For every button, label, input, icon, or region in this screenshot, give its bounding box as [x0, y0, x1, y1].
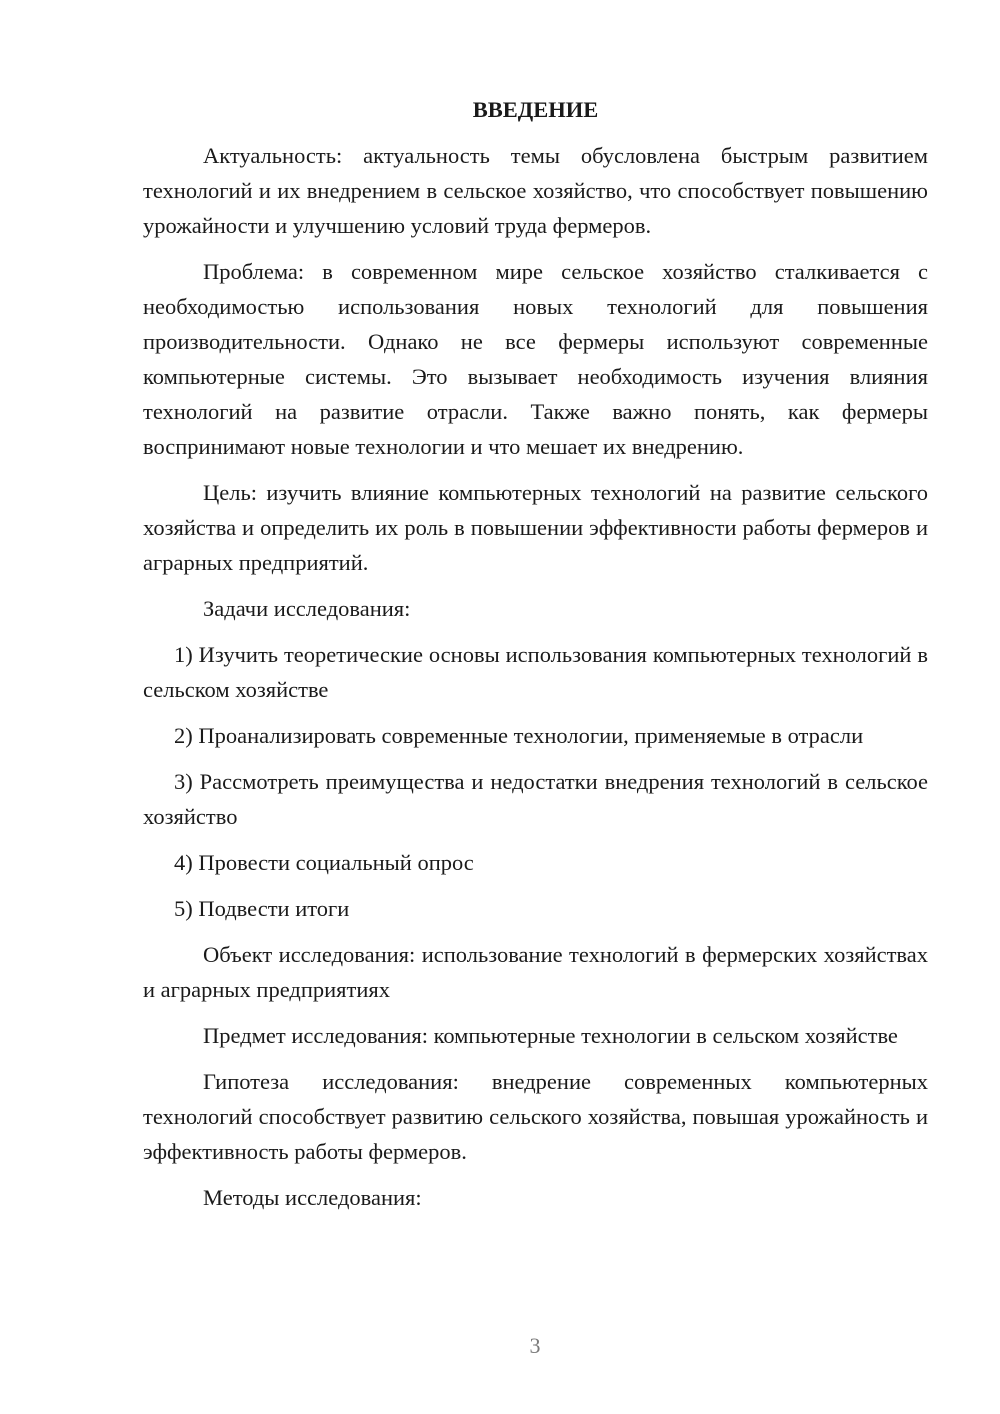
page-content — [143, 92, 928, 1226]
task-item-3: 3) Рассмотреть преимущества и недостатки внедрения технологий в сельское хозяйство — [143, 769, 928, 829]
goal-paragraph: Цель: изучить влияние компьютерных технологий на развитие сельского хозяйства и определить их роль в повышении эффективности работы фермеров и аграрных предприятий. — [143, 480, 928, 575]
task-item-1: 1) Изучить теоретические основы использования компьютерных технологий в сельском хозяйстве — [143, 642, 928, 702]
object-paragraph: Объект исследования: использование технологий в фермерских хозяйствах и аграрных предприятиях — [143, 942, 928, 1002]
hypothesis-paragraph: Гипотеза исследования: внедрение современных компьютерных технологий способствует развитию сельского хозяйства, повышая урожайность и эффективность работы фермеров. — [143, 1069, 928, 1164]
task-item-4: 4) Провести социальный опрос — [174, 850, 474, 875]
page-number: 3 — [529, 1333, 541, 1358]
methods-heading: Методы исследования: — [203, 1185, 422, 1210]
task-item-2: 2) Проанализировать современные технологии, применяемые в отрасли — [174, 723, 864, 748]
page-title: ВВЕДЕНИЕ — [472, 97, 599, 122]
task-item-5: 5) Подвести итоги — [174, 896, 350, 921]
subject-paragraph: Предмет исследования: компьютерные технологии в сельском хозяйстве — [203, 1023, 898, 1048]
relevance-paragraph: Актуальность: актуальность темы обусловлена быстрым развитием технологий и их внедрением в сельское хозяйство, что способствует повышению урожайности и улучшению условий труда фермеров. — [143, 143, 928, 238]
tasks-heading: Задачи исследования: — [203, 596, 411, 621]
problem-paragraph: Проблема: в современном мире сельское хозяйство сталкивается с необходимостью использования новых технологий для повышения производительности. Однако не все фермеры используют современные компьютерные системы. Это вызывает необходимость изучения влияния технологий на развитие отрасли. Также важно понять, как фермеры воспринимают новые технологии и что мешает их внедрению. — [143, 259, 928, 459]
